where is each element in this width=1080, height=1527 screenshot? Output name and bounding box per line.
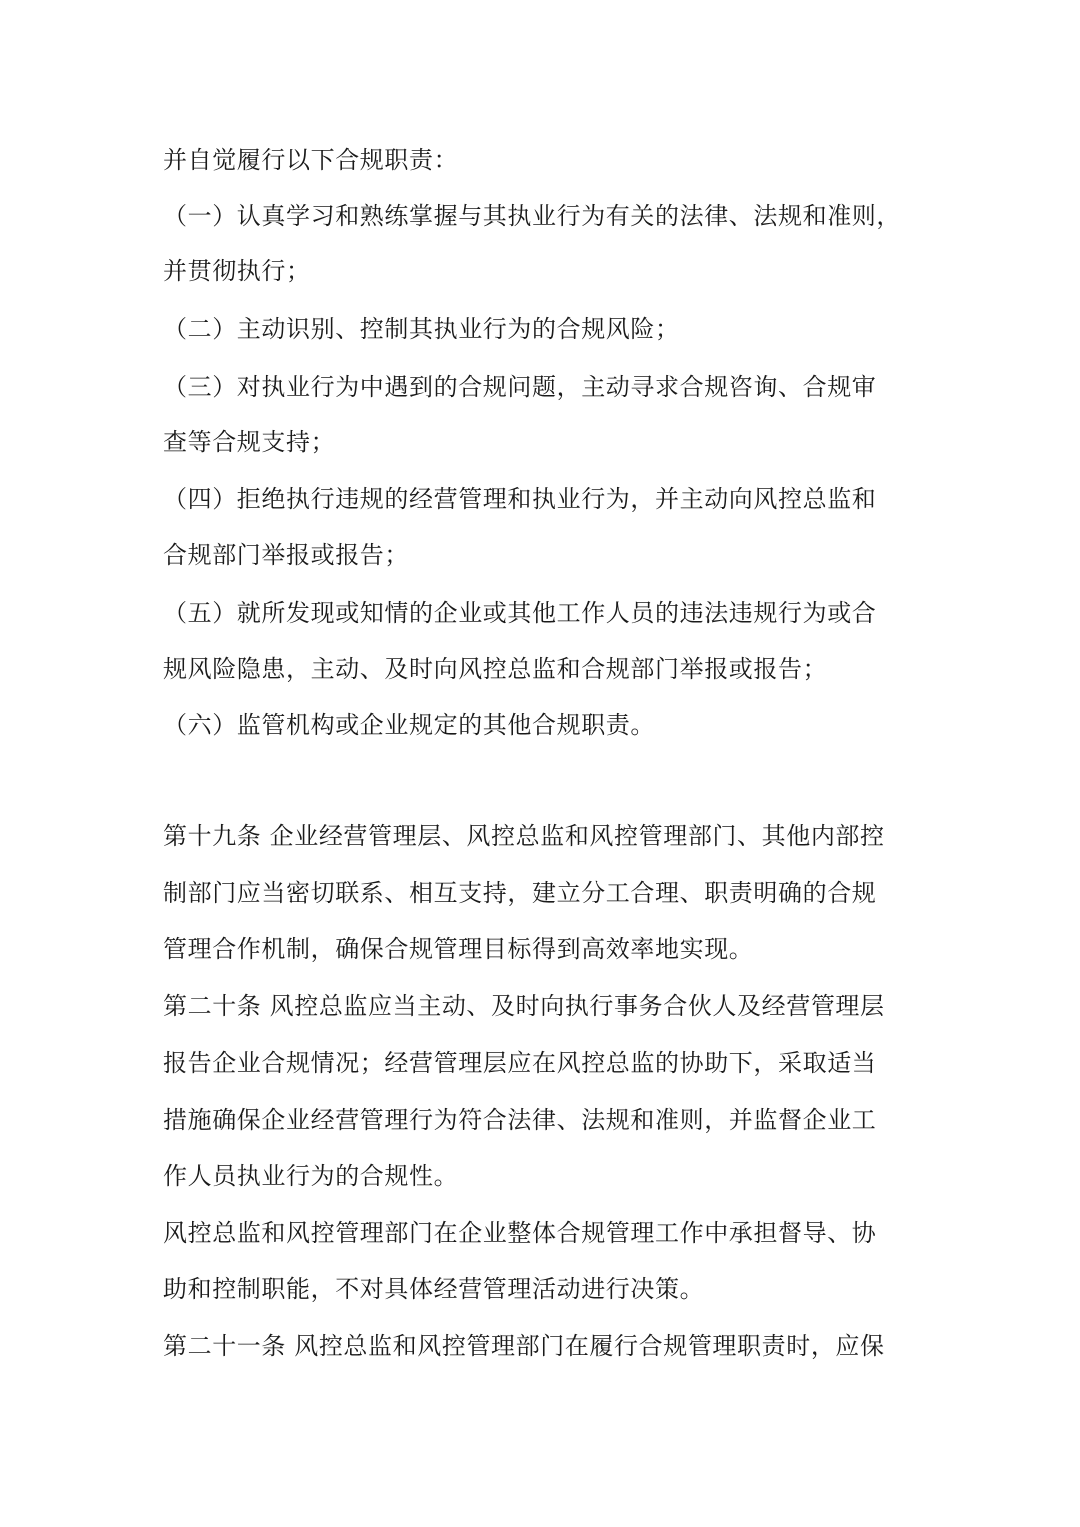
text-line-17: 措施确保企业经营管理行为符合法律、法规和准则，并监督企业工 bbox=[163, 1106, 877, 1134]
text-line-5: （三）对执业行为中遇到的合规问题，主动寻求合规咨询、合规审 bbox=[163, 373, 877, 401]
text-line-6: 查等合规支持； bbox=[163, 428, 336, 456]
text-line-10: 规风险隐患，主动、及时向风控总监和合规部门举报或报告； bbox=[163, 655, 828, 683]
text-line-3: 并贯彻执行； bbox=[163, 257, 311, 285]
text-line-20: 助和控制职能，不对具体经营管理活动进行决策。 bbox=[163, 1275, 705, 1303]
text-line-21: 第二十一条 风控总监和风控管理部门在履行合规管理职责时，应保 bbox=[163, 1332, 885, 1360]
text-line-19: 风控总监和风控管理部门在企业整体合规管理工作中承担督导、协 bbox=[163, 1219, 877, 1247]
text-line-12: 第十九条 企业经营管理层、风控总监和风控管理部门、其他内部控 bbox=[163, 822, 885, 850]
text-line-16: 报告企业合规情况；经营管理层应在风控总监的协助下，采取适当 bbox=[163, 1049, 877, 1077]
text-line-11: （六）监管机构或企业规定的其他合规职责。 bbox=[163, 711, 655, 739]
text-line-1: 并自觉履行以下合规职责： bbox=[163, 146, 459, 174]
text-line-18: 作人员执业行为的合规性。 bbox=[163, 1162, 459, 1190]
text-line-14: 管理合作机制，确保合规管理目标得到高效率地实现。 bbox=[163, 935, 754, 963]
text-line-2: （一）认真学习和熟练掌握与其执业行为有关的法律、法规和准则， bbox=[163, 202, 901, 230]
text-line-7: （四）拒绝执行违规的经营管理和执业行为，并主动向风控总监和 bbox=[163, 485, 877, 513]
text-line-15: 第二十条 风控总监应当主动、及时向执行事务合伙人及经营管理层 bbox=[163, 992, 885, 1020]
text-line-9: （五）就所发现或知情的企业或其他工作人员的违法违规行为或合 bbox=[163, 599, 877, 627]
text-line-4: （二）主动识别、控制其执业行为的合规风险； bbox=[163, 315, 680, 343]
text-line-8: 合规部门举报或报告； bbox=[163, 541, 409, 569]
text-line-13: 制部门应当密切联系、相互支持，建立分工合理、职责明确的合规 bbox=[163, 879, 877, 907]
